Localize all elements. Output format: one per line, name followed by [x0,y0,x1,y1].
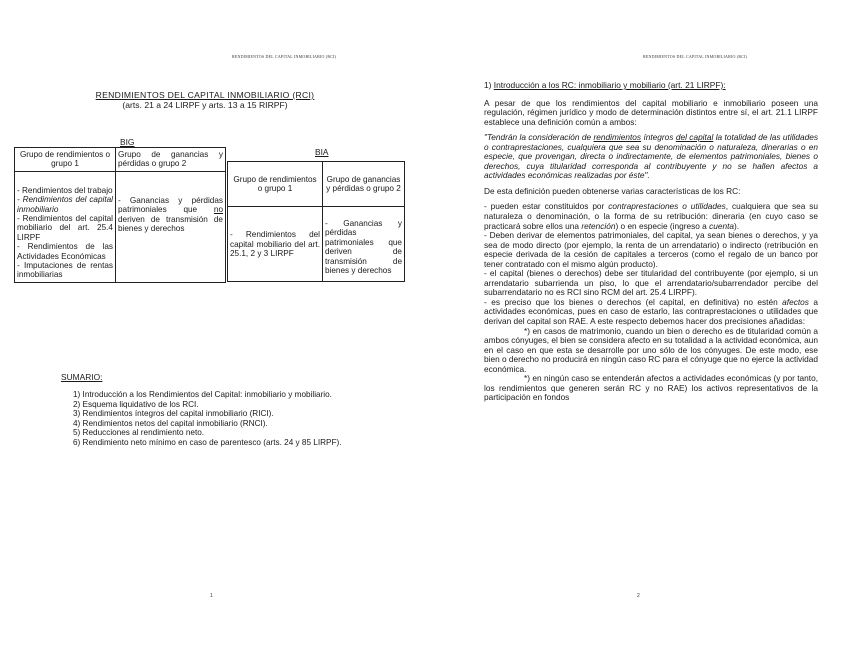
big-header-group1: Grupo de rendimientos o grupo 1 [15,148,116,172]
bullet-4 [484,298,818,327]
big-item: - Rendimientos del capital mobiliario del art. 25.4 LIRPF [17,214,113,242]
bullet-italic: retención [581,220,616,231]
big-label: BIG [120,137,135,147]
bia-label: BIA [315,147,329,157]
page-number: 1 [210,593,213,599]
big-c2-text2: deriven de transmisión de bienes y derechos [118,214,223,234]
quote-underlined: del capital [675,132,714,143]
big-cell-group2 [116,171,226,282]
bullet-italic: cuenta [709,220,734,231]
subtitle-line: (arts. 21 a 24 LIRPF y arts. 13 a 15 RIRPF) [122,100,288,110]
big-table [14,147,226,283]
title-line: RENDIMIENTOS DEL CAPITAL INMOBILIARIO (RCI) [95,90,315,100]
bullet-3: - el capital (bienes o derechos) debe ser titularidad del contribuyente (por ejemplo, si un arrendatario subarrienda un piso, lo que el arrendatario/subarrendador percibe del subarrendatario no es RCI sino RCM del art. 25.4 LIRPF). [484,268,818,298]
summary-item: 5) Reducciones al rendimiento neto. [73,428,205,438]
summary-item: 3) Rendimientos íntegros del capital inmobiliario (RICI). [73,409,274,419]
section-title: Introducción a los RC: inmobiliario y mobiliario (art. 21 LIRPF): [493,80,726,90]
document-title [40,90,370,110]
summary-label-text: SUMARIO [61,372,101,382]
bia-header-group1: Grupo de rendimientos o grupo 1 [228,162,323,207]
bia-header-group2: Grupo de ganancias y pérdidas o grupo 2 [323,162,405,207]
intro-paragraph: A pesar de que los rendimientos del capital mobiliario e inmobiliario poseen una regulación, régimen jurídico y modo de determinación distintos entre sí, el art. 21.1 LIRPF establece una definición común a ambos: [484,97,818,127]
big-item: - Rendimientos de las Actividades Económicas [17,242,113,261]
characteristics-intro: De esta definición pueden obtenerse varias características de los RC: [484,185,741,196]
subpoint-1: *) en casos de matrimonio, cuando un bien o derecho es de titularidad común a ambos cónyuges, el bien se considera afecto en su totalidad a la actividad económica, aun en el caso en que esta se desarrolle por uno sólo de los cónyuges. De este modo, ese bien o derecho no producirá en ningún caso RC para el cónyuge que no ejerce la actividad económica. [484,325,818,374]
big-item: - Imputaciones de rentas inmobiliarias [17,261,113,280]
big-header-group2: Grupo de ganancias y pérdidas o grupo 2 [116,148,226,172]
bullet-italic: contraprestaciones o utilidades [608,201,726,212]
bia-cell-group1: - Rendimientos del capital mobiliario del art. 25.1, 2 y 3 LIRPF [228,207,323,282]
bullet-italic: afectos [782,296,809,307]
bullet-text: , cualquiera que sea su naturaleza o denominación, o la forma de su retribución: dineraria (en cuyo caso se practicará sobre ellos una [484,201,818,231]
subpoint-2: *) en ningún caso se entenderán afectos a actividades económicas (y por tanto, los rendimientos que generen serán RC y no RAE) los activos representativos de la participación en fondos [484,373,818,403]
page-2 [424,0,848,655]
summary-item: 1) Introducción a los Rendimientos del Capital: inmobiliario y mobiliario. [73,390,332,399]
summary-item: 6) Rendimiento neto mínimo en caso de parentesco (arts. 24 y 85 LIRPF). [73,437,342,447]
big-cell-group1 [15,171,116,282]
section-number: 1) [484,80,494,90]
bullet-text: ) o en especie (ingreso a [615,220,710,231]
bia-cell-group2: - Ganancias y pérdidas patrimoniales que deriven de transmisión de bienes y derechos [323,207,405,282]
bullet-2: - Deben derivar de elementos patrimoniales, del capital, ya sean bienes o derechos, y ya sea de modo directo (por ejemplo, la renta de un arrendatario) o indirecto (retribución en especie derivada de la cesión de capitales a terceros (como el regalo de un banco por tener contratado con el mismo algún producto). [484,230,818,269]
big-c2-no: no [213,205,223,215]
quote-text: la totalidad de las utilidades o contraprestaciones, cualquiera que sea su denominación o naturaleza, dinerarias o en especie, que provengan, directa o indirectamente, de elementos patrimoniales, bienes o derechos, cuya titularidad corresponda al contribuyente y no se hallen afectos a actividades económicas realizadas por éste". [484,132,818,181]
big-item: - Rendimientos del capital inmobiliario [17,195,113,214]
quote-text: "Tendrán la consideración de [484,132,594,143]
page-number: 2 [637,593,640,599]
bullet-text: - pueden estar constituidos por [484,201,609,212]
page-2-body [484,81,818,403]
quote-underlined: rendimientos [593,132,642,143]
summary-item: 2) Esquema liquidativo de los RCI. [73,399,199,409]
quote-text: íntegros [641,132,676,143]
big-item: - Rendimientos del trabajo [17,185,113,195]
running-header: RENDIMIENTOS DEL CAPITAL INMOBILIARIO (RCI) [232,54,337,59]
bullet-text: - es preciso que los bienes o derechos (el capital, en definitiva) no estén [484,296,783,307]
section-heading [484,81,818,91]
legal-quote [484,133,818,181]
summary-list [73,390,369,448]
bia-table [227,161,405,282]
big-c2-text: - Ganancias y pérdidas patrimoniales que [118,195,223,215]
summary-item: 4) Rendimientos netos del capital inmobiliario (RNCI). [73,418,268,428]
bullet-1 [484,202,818,231]
summary-label [61,372,102,382]
summary-colon: : [100,372,103,382]
bullet-text: ). [734,220,740,231]
running-header: RENDIMIENTOS DEL CAPITAL INMOBILIARIO (RCI) [643,54,748,59]
bullet-text: a actividades económicas, pues en caso de estarlo, las contraprestaciones o utilidades que derivan del capital son RAE. A este respecto debemos hacer dos precisiones añadidas: [484,296,818,327]
